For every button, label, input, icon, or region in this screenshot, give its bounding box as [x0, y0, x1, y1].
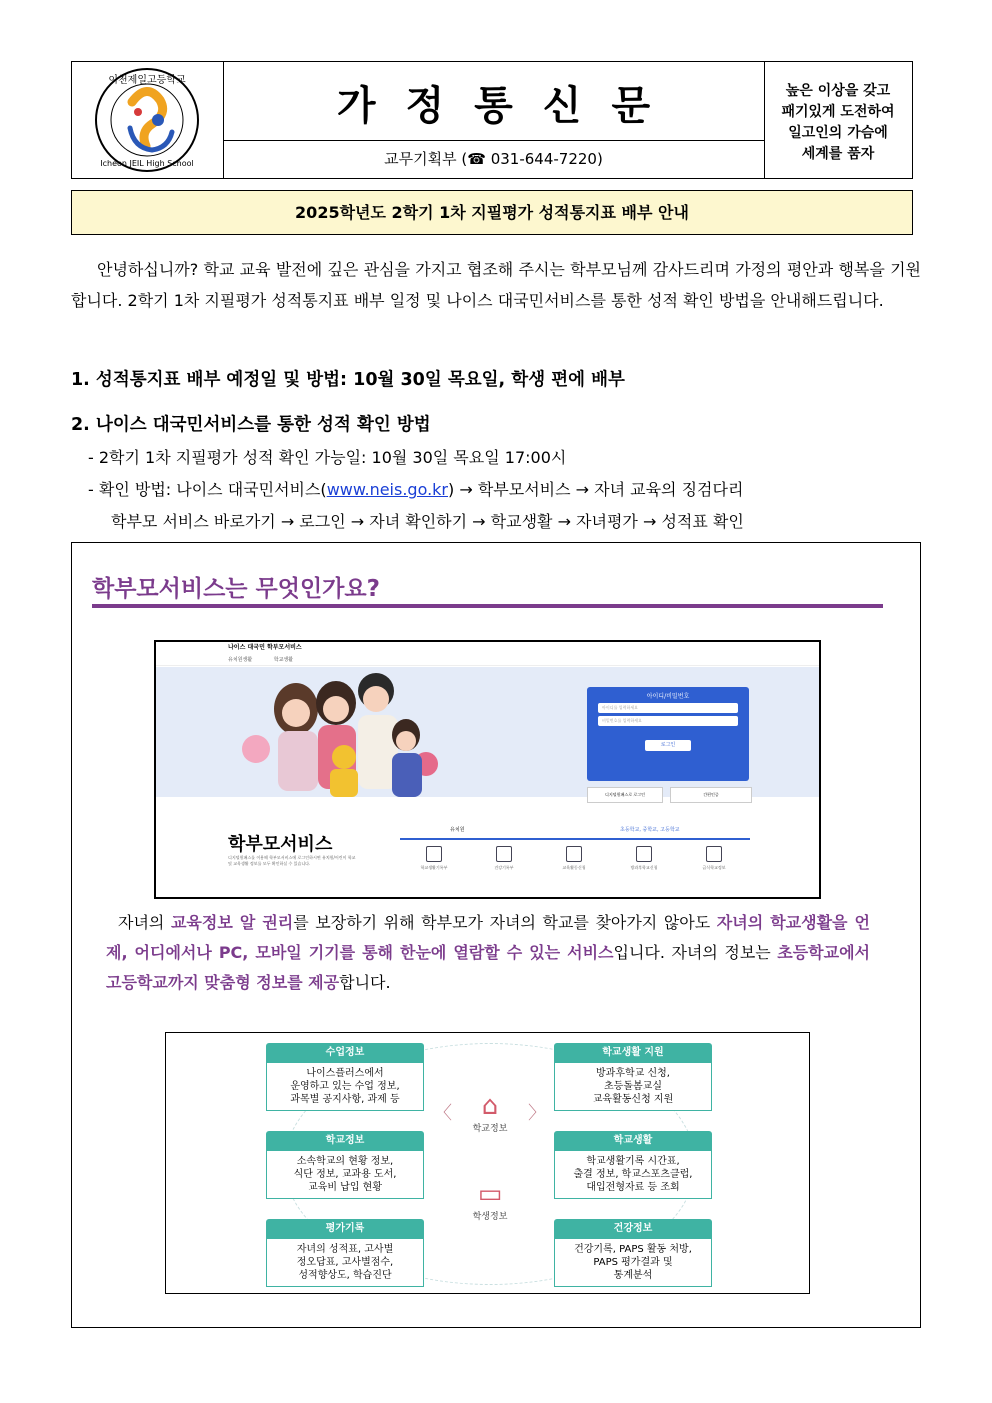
- card-line: 정오답표, 고사별점수,: [296, 1257, 394, 1268]
- family-illustration: [226, 669, 456, 797]
- service-icon-label: 학교생활기록부: [420, 865, 448, 870]
- card-title: 수업정보: [266, 1043, 424, 1063]
- activity-icon: [566, 846, 582, 862]
- intro-paragraph: 안녕하십니까? 학교 교육 발전에 깊은 관심을 가지고 협조해 주시는 학부모님께 감사드리며 가정의 평안과 행복을 기원합니다. 2학기 1차 지필평가 성적통지표 배부 일정 및 나이스 대국민서비스를 통한 성적 확인 방법을 안내해드립니다.: [71, 260, 921, 310]
- record-icon: [426, 846, 442, 862]
- card-body: [266, 1151, 424, 1199]
- center-label: 학교정보: [472, 1124, 508, 1134]
- cert-login-button[interactable]: 디지털원패스로 로그인: [587, 787, 663, 803]
- panel-title-underline: [92, 604, 883, 608]
- card-health: [554, 1219, 712, 1287]
- motto-line: 일고인의 가슴에: [788, 125, 888, 141]
- card-body: [266, 1063, 424, 1111]
- card-line: 출결 정보, 학교스포츠클럽,: [573, 1169, 693, 1180]
- card-line: 성적향상도, 학습진단: [298, 1270, 392, 1281]
- service-icon-item[interactable]: [624, 846, 664, 871]
- school-logo-cell: [72, 62, 224, 178]
- para-text: 입니다. 자녀의 정보는: [613, 943, 778, 962]
- tab-kindergarten[interactable]: 유치원: [450, 827, 465, 833]
- card-line: 식단 정보, 교과용 도서,: [293, 1169, 397, 1180]
- page-title: 가정통신문: [336, 83, 681, 129]
- panel-title: 학부모서비스는 무엇인가요?: [92, 576, 380, 602]
- item-2-prefix: - 확인 방법: 나이스 대국민서비스(: [88, 480, 327, 499]
- card-body: [554, 1063, 712, 1111]
- card-school-support: [554, 1043, 712, 1111]
- card-line: 학교생활기록 시간표,: [586, 1156, 680, 1167]
- card-line: 나이스플러스에서: [306, 1068, 384, 1079]
- service-description-paragraph: [106, 908, 870, 998]
- simple-auth-button[interactable]: 간편인증: [670, 787, 752, 803]
- card-line: 대입전형자료 등 조회: [586, 1182, 680, 1193]
- student-info-center: [450, 1179, 530, 1222]
- parent-service-screenshot: [154, 640, 821, 899]
- logo-ring-text: 이천제일고등학교: [108, 75, 186, 86]
- para-text: 를 보장하기 위해 학부모가 자녀의 학교를 찾아가지 않아도: [293, 913, 717, 932]
- title-divider: [223, 140, 764, 141]
- card-line: 운영하고 있는 수업 정보,: [290, 1081, 400, 1092]
- service-icon-item[interactable]: [484, 846, 524, 871]
- para-text: 합니다.: [339, 973, 391, 992]
- department-contact: 교무기획부 (☎ 031-644-7220): [384, 150, 603, 168]
- card-title: 학교생활: [554, 1131, 712, 1151]
- section-2-item-2-cont: 학부모 서비스 바로가기 → 로그인 → 자녀 확인하기 → 학교생활 → 자녀평가 → 성적표 확인: [111, 512, 744, 531]
- login-button[interactable]: 로그인: [645, 740, 691, 751]
- card-body: [554, 1239, 712, 1287]
- school-motto: [768, 81, 908, 165]
- card-line: 건강기록, PAPS 활동 처방,: [574, 1244, 692, 1255]
- card-line: 교육활동신청 지원: [592, 1094, 674, 1105]
- title-cell: [223, 62, 765, 178]
- screenshot-hero: [156, 667, 819, 797]
- card-line: PAPS 평가결과 및: [593, 1257, 673, 1268]
- card-line: 교육비 납입 현황: [308, 1182, 382, 1193]
- motto-line: 패기있게 도전하여: [781, 104, 895, 120]
- card-line: 방과후학교 신청,: [596, 1068, 670, 1079]
- section-2-item-1: - 2학기 1차 지필평가 성적 확인 가능일: 10월 30일 목요일 17:00시: [88, 448, 567, 467]
- neis-link[interactable]: www.neis.go.kr: [326, 480, 449, 499]
- para-highlight: 초등학교에서 고등학교까지 맞춤형 정보를 제공: [106, 943, 870, 992]
- screenshot-nav: [156, 654, 819, 666]
- service-icon-item[interactable]: [554, 846, 594, 871]
- service-diagram: [165, 1032, 810, 1294]
- para-highlight: 자녀의 학교생활을 언제, 어디에서나 PC, 모바일 기기를 통해 한눈에 열람할 수 있는 서비스: [106, 913, 870, 962]
- motto-cell: [764, 62, 912, 178]
- student-card-icon: ▭: [477, 1179, 503, 1209]
- card-title: 학교생활 지원: [554, 1043, 712, 1063]
- service-name: 학부모서비스: [228, 834, 333, 855]
- school-logo: [72, 62, 223, 178]
- login-box: [587, 687, 749, 781]
- password-field[interactable]: 비밀번호를 입력하세요: [598, 716, 738, 726]
- nav-item: 학교생활: [273, 657, 294, 663]
- motto-line: 세계를 품자: [801, 146, 875, 162]
- health-icon: [496, 846, 512, 862]
- service-icons: [400, 846, 750, 886]
- service-icon-item[interactable]: [414, 846, 454, 871]
- section-2-item-2: [88, 477, 921, 500]
- school-level-tabs: [400, 822, 750, 840]
- item-2-suffix: ) → 학부모서비스 → 자녀 교육의 징검다리: [448, 480, 744, 499]
- afterschool-icon: [636, 846, 652, 862]
- card-evaluation: [266, 1219, 424, 1287]
- chevron-left-icon: 〈: [434, 1103, 452, 1124]
- card-line: 통계분석: [613, 1270, 653, 1281]
- service-icon-label: 교육활동신청: [562, 865, 586, 870]
- card-body: [554, 1151, 712, 1199]
- screenshot-topbar: 나이스 대국민 학부모서비스: [228, 644, 302, 651]
- section-1: 1. 성적통지표 배부 예정일 및 방법: 10월 30일 목요일, 학생 편에 배부: [71, 370, 625, 390]
- login-title: 아이디/비밀번호: [646, 693, 690, 700]
- notice-title: 2025학년도 2학기 1차 지필평가 성적통지표 배부 안내: [71, 190, 913, 235]
- card-line: 자녀의 성적표, 고사별: [296, 1244, 394, 1255]
- card-line: 초등돌봄교실: [604, 1081, 662, 1092]
- para-highlight: 교육정보 알 권리: [170, 913, 294, 932]
- card-line: 과목별 공지사항, 과제 등: [290, 1094, 400, 1105]
- card-body: [266, 1239, 424, 1287]
- id-field[interactable]: 아이디를 입력하세요: [598, 703, 738, 713]
- card-title: 건강정보: [554, 1219, 712, 1239]
- service-description: 디지털원패스를 이용해 학부모서비스에 로그인하시면 유치원/어린이 학교 및 교육생활 정보를 모두 확인하실 수 있습니다.: [228, 855, 356, 866]
- tab-school[interactable]: 초등학교, 중학교, 고등학교: [620, 827, 680, 833]
- card-school-life: [554, 1131, 712, 1199]
- card-class-info: [266, 1043, 424, 1111]
- para-text: 자녀의: [118, 913, 171, 932]
- motto-line: 높은 이상을 갖고: [785, 83, 891, 99]
- service-icon-label: 건강기록부: [494, 865, 514, 870]
- school-building-icon: ⌂: [481, 1091, 499, 1121]
- card-school-info: [266, 1131, 424, 1199]
- service-icon-item[interactable]: [694, 846, 734, 871]
- service-icon-label: 방과후학교신청: [630, 865, 658, 870]
- service-icon-label: 급식학교정보: [702, 865, 726, 870]
- card-line: 소속학교의 현황 정보,: [296, 1156, 394, 1167]
- meal-icon: [706, 846, 722, 862]
- section-2-heading: 2. 나이스 대국민서비스를 통한 성적 확인 방법: [71, 415, 431, 435]
- center-label: 학생정보: [472, 1212, 508, 1222]
- header-table: [71, 61, 913, 179]
- card-title: 평가기록: [266, 1219, 424, 1239]
- logo-english-text: Icheon JEIL High School: [100, 159, 194, 168]
- school-info-center: [450, 1091, 530, 1134]
- card-title: 학교정보: [266, 1131, 424, 1151]
- chevron-right-icon: 〉: [528, 1103, 546, 1124]
- nav-item: 유치원생활: [228, 657, 253, 663]
